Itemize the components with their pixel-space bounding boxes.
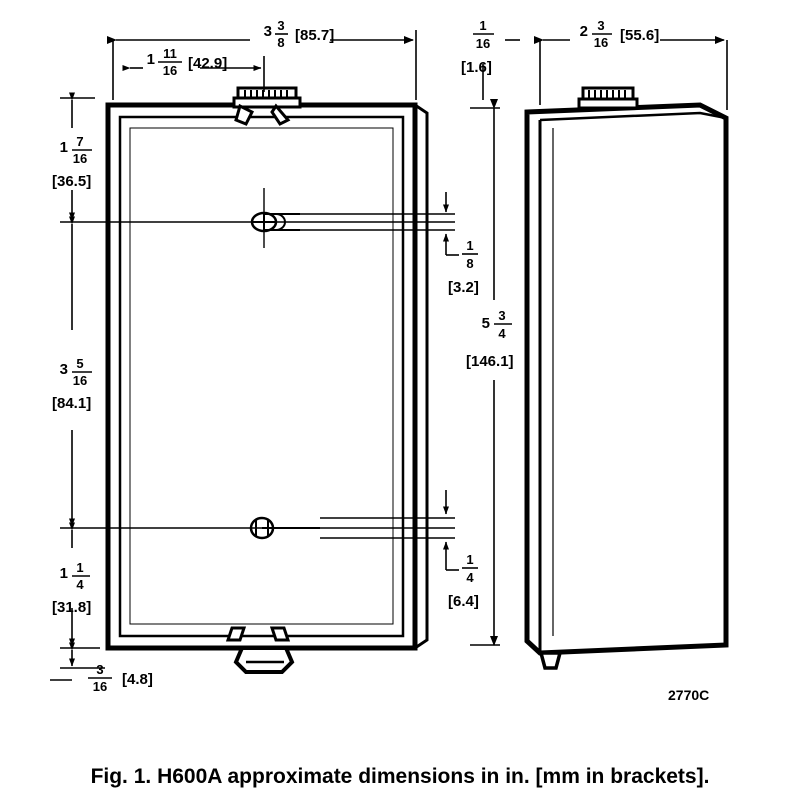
dim-hole-spacing [52, 356, 92, 412]
svg-text:11: 11 [163, 46, 177, 61]
svg-text:[1.6]: [1.6] [461, 59, 492, 76]
dim-depth-overall [580, 18, 660, 50]
svg-text:8: 8 [277, 35, 285, 50]
side-view [527, 88, 726, 668]
dim-height-overall [466, 308, 514, 370]
dim-lower-hole-to-bottom [52, 560, 91, 616]
svg-text:[84.1]: [84.1] [52, 395, 92, 412]
svg-text:1: 1 [59, 139, 68, 156]
svg-text:1: 1 [466, 552, 474, 567]
svg-text:3: 3 [597, 18, 605, 33]
drawing-code: 2770C [668, 687, 710, 703]
svg-text:5: 5 [481, 315, 490, 332]
knob-top-front [234, 88, 300, 107]
svg-text:7: 7 [76, 134, 84, 149]
svg-text:[85.7]: [85.7] [295, 27, 335, 44]
svg-text:4: 4 [498, 326, 506, 341]
dim-wall-thickness [461, 18, 494, 76]
svg-text:2: 2 [579, 23, 588, 40]
figure-caption: Fig. 1. H600A approximate dimensions in in. [mm in brackets]. [90, 765, 710, 788]
dim-width-to-center [147, 46, 228, 78]
svg-text:8: 8 [466, 256, 474, 271]
dim-slot-lower [448, 552, 479, 610]
svg-text:3: 3 [498, 308, 506, 323]
svg-text:16: 16 [593, 35, 609, 50]
svg-text:1: 1 [76, 560, 84, 575]
dim-width-overall [264, 18, 335, 50]
svg-text:[42.9]: [42.9] [188, 55, 228, 72]
knob-top-side [579, 88, 637, 108]
svg-text:16: 16 [162, 63, 178, 78]
svg-text:1: 1 [59, 565, 68, 582]
svg-text:3: 3 [263, 23, 272, 40]
svg-text:1: 1 [466, 238, 474, 253]
svg-text:[6.4]: [6.4] [448, 593, 479, 610]
svg-text:3: 3 [59, 361, 68, 378]
front-view [60, 88, 455, 672]
svg-text:3: 3 [277, 18, 285, 33]
svg-text:1: 1 [479, 18, 487, 33]
svg-text:[146.1]: [146.1] [466, 353, 514, 370]
svg-text:4: 4 [76, 577, 84, 592]
svg-text:[3.2]: [3.2] [448, 279, 479, 296]
svg-text:4: 4 [466, 570, 474, 585]
dim-top-to-upper-hole [52, 134, 92, 190]
dim-slot-upper [448, 238, 479, 296]
svg-text:16: 16 [475, 36, 491, 51]
svg-text:16: 16 [72, 151, 88, 166]
svg-text:[36.5]: [36.5] [52, 173, 92, 190]
svg-text:16: 16 [72, 373, 88, 388]
svg-text:1: 1 [146, 51, 155, 68]
svg-text:[4.8]: [4.8] [122, 671, 153, 688]
svg-text:[31.8]: [31.8] [52, 599, 92, 616]
svg-text:16: 16 [92, 679, 108, 694]
svg-text:3: 3 [96, 662, 104, 677]
svg-text:[55.6]: [55.6] [620, 27, 660, 44]
svg-text:5: 5 [76, 356, 84, 371]
dim-foot-height [88, 662, 153, 694]
